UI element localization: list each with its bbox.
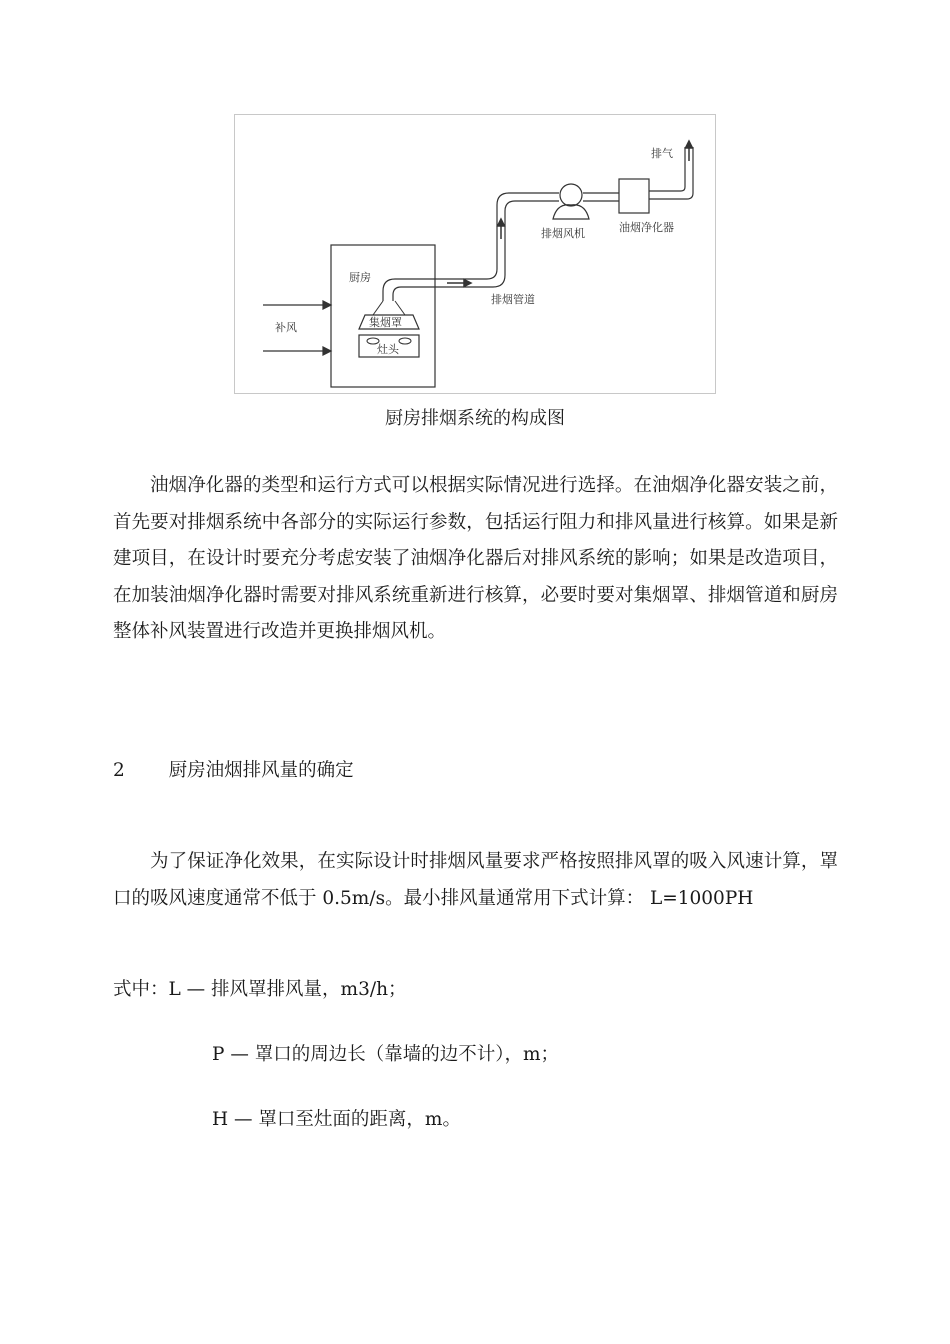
diagram-svg <box>235 115 715 393</box>
purifier-label: 油烟净化器 <box>619 221 674 234</box>
definition-p: P — 罩口的周边长（靠墙的边不计），m； <box>212 1044 560 1065</box>
system-diagram <box>234 114 716 394</box>
paragraph-air-volume: 为了保证净化效果，在实际设计时排烟风量要求严格按照排风罩的吸入风速计算，罩口的吸风速度通常不低于 0.5m/s。最小排风量通常用下式计算： L=1000PH <box>113 851 838 909</box>
paragraph-purifier-selection: 油烟净化器的类型和运行方式可以根据实际情况进行选择。在油烟净化器安装之前，首先要对排烟系统中各部分的实际运行参数，包括运行阻力和排风量进行核算。如果是新建项目，在设计时要充分考虑安装了油烟净化器后对排风系统的影响；如果是改造项目，在加装油烟净化器时需要对排风系统重新进行核算，必要时要对集烟罩、排烟管道和厨房整体补风装置进行改造并更换排烟风机。 <box>113 475 838 642</box>
section-heading <box>113 756 354 786</box>
definition-h: H — 罩口至灶面的距离，m。 <box>212 1109 461 1130</box>
makeup-air-arrows <box>263 301 331 355</box>
section-title: 厨房油烟排风量的确定 <box>168 760 354 781</box>
makeup-air-label: 补风 <box>275 321 297 334</box>
section-number: 2 <box>113 760 125 781</box>
purifier-box <box>619 179 649 213</box>
hood-label: 集烟罩 <box>369 316 402 329</box>
exhaust-label: 排气 <box>651 147 673 160</box>
flow-arrows <box>447 141 693 287</box>
stove-label: 灶头 <box>377 343 399 356</box>
definition-l: 式中：L — 排风罩排风量，m3/h； <box>113 979 407 1000</box>
figure-caption: 厨房排烟系统的构成图 <box>385 408 565 429</box>
fan-label: 排烟风机 <box>541 227 585 240</box>
duct-label: 排烟管道 <box>491 293 535 306</box>
kitchen-label: 厨房 <box>349 271 371 284</box>
